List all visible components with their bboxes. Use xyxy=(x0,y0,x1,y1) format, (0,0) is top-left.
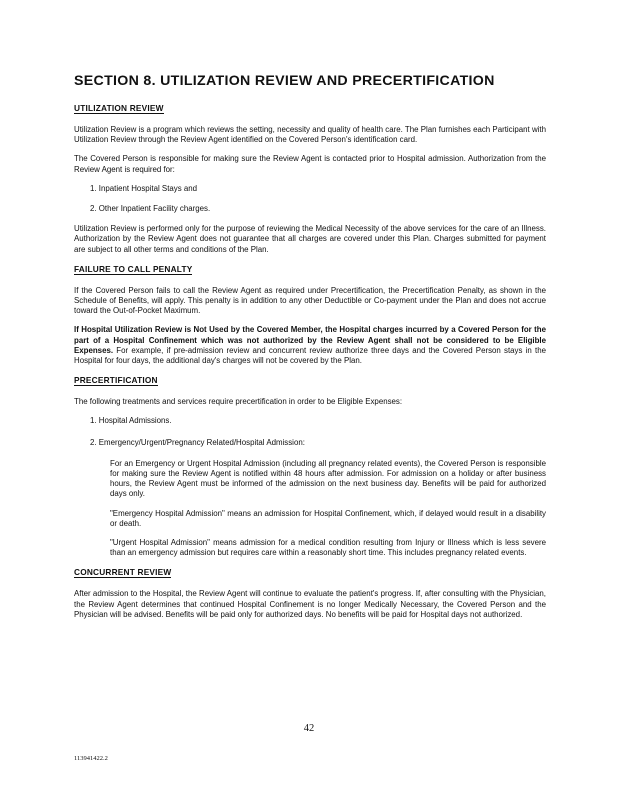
section-title: SECTION 8. UTILIZATION REVIEW AND PRECERTIFICATION xyxy=(74,73,495,89)
ur-paragraph-1: Utilization Review is a program which reviews the setting, necessity and quality of health care. The Plan furnishes each Participant with Utilization Review through the Review Agent identified on the Covered Person's identification card. xyxy=(74,125,546,145)
precert-list xyxy=(90,416,546,447)
page-number: 42 xyxy=(303,723,315,734)
precert-sub-section xyxy=(110,459,546,559)
ur-list xyxy=(90,184,546,214)
heading-concurrent-review: CONCURRENT REVIEW xyxy=(74,567,172,578)
ur-paragraph-2: The Covered Person is responsible for making sure the Review Agent is contacted prior to Hospital admission. Authorization from the Review Agent is required for: xyxy=(74,154,546,174)
heading-precertification: PRECERTIFICATION xyxy=(74,375,158,386)
list-item: 1. Hospital Admissions. xyxy=(90,416,172,426)
list-item: 2. Other Inpatient Facility charges. xyxy=(90,204,211,214)
precert-sub-paragraph-2: "Emergency Hospital Admission" means an admission for Hospital Confinement, which, if delayed would result in a disability or death. xyxy=(110,508,546,528)
failure-example-text: For example, if pre-admission review and concurrent review authorize three days and the Covered Person stays in the Hospital for four days, the additional day's charges will not be covered by the Plan. xyxy=(74,345,546,366)
page-content xyxy=(74,72,546,629)
concurrent-paragraph-1: After admission to the Hospital, the Review Agent will continue to evaluate the patient's progress. If, after consulting with the Physician, the Review Agent determines that continued Hospital Confinement is no longer Medically Necessary, the Covered Person and the Physician will be advised. Benefits will be paid only for authorized days. No benefits will be paid for Hospital days not authorized. xyxy=(74,589,546,619)
heading-failure-to-call-penalty: FAILURE TO CALL PENALTY xyxy=(74,263,193,274)
list-item: 2. Emergency/Urgent/Pregnancy Related/Hospital Admission: xyxy=(90,437,305,447)
failure-bold-text: If Hospital Utilization Review is Not Used by the Covered Member, the Hospital charges incurred by a Covered Person for the part of a Hospital Confinement which was not authorized by the Review Agent shall not be considered to be Eligible Expenses. xyxy=(74,325,546,355)
document-id: 113941422.2 xyxy=(74,755,108,762)
list-item: 1. Inpatient Hospital Stays and xyxy=(90,183,198,193)
precert-paragraph-1: The following treatments and services require precertification in order to be Eligible Expenses: xyxy=(74,397,403,407)
precert-sub-paragraph-1: For an Emergency or Urgent Hospital Admission (including all pregnancy related events), the Covered Person is responsible for making sure the Review Agent is notified within 48 hours after admission. For admission on a holiday or after business hours, the Review Agent must be informed of the admission on the next business day. Benefits will be paid for authorized days only. xyxy=(110,458,546,499)
heading-utilization-review: UTILIZATION REVIEW xyxy=(74,103,164,113)
failure-paragraph-1: If the Covered Person fails to call the Review Agent as required under Precertification, the Precertification Penalty, as shown in the Schedule of Benefits, will apply. This penalty is in addition to any other Deductible or Co-payment under the Plan and does not accrue toward the Out-of-Pocket Maximum. xyxy=(74,285,546,316)
precert-sub-paragraph-3: "Urgent Hospital Admission" means admission for a medical condition resulting from Injury or Illness which is less severe than an emergency admission but requires care within a reasonably short time. This includes pregnancy related events. xyxy=(110,538,546,558)
failure-paragraph-2 xyxy=(74,325,546,366)
ur-paragraph-3: Utilization Review is performed only for the purpose of reviewing the Medical Necessity of the above services for the care of an Illness. Authorization by the Review Agent does not guarantee that all charges are covered under this Plan. Charges submitted for payment are subject to all other terms and conditions of the Plan. xyxy=(74,224,546,254)
